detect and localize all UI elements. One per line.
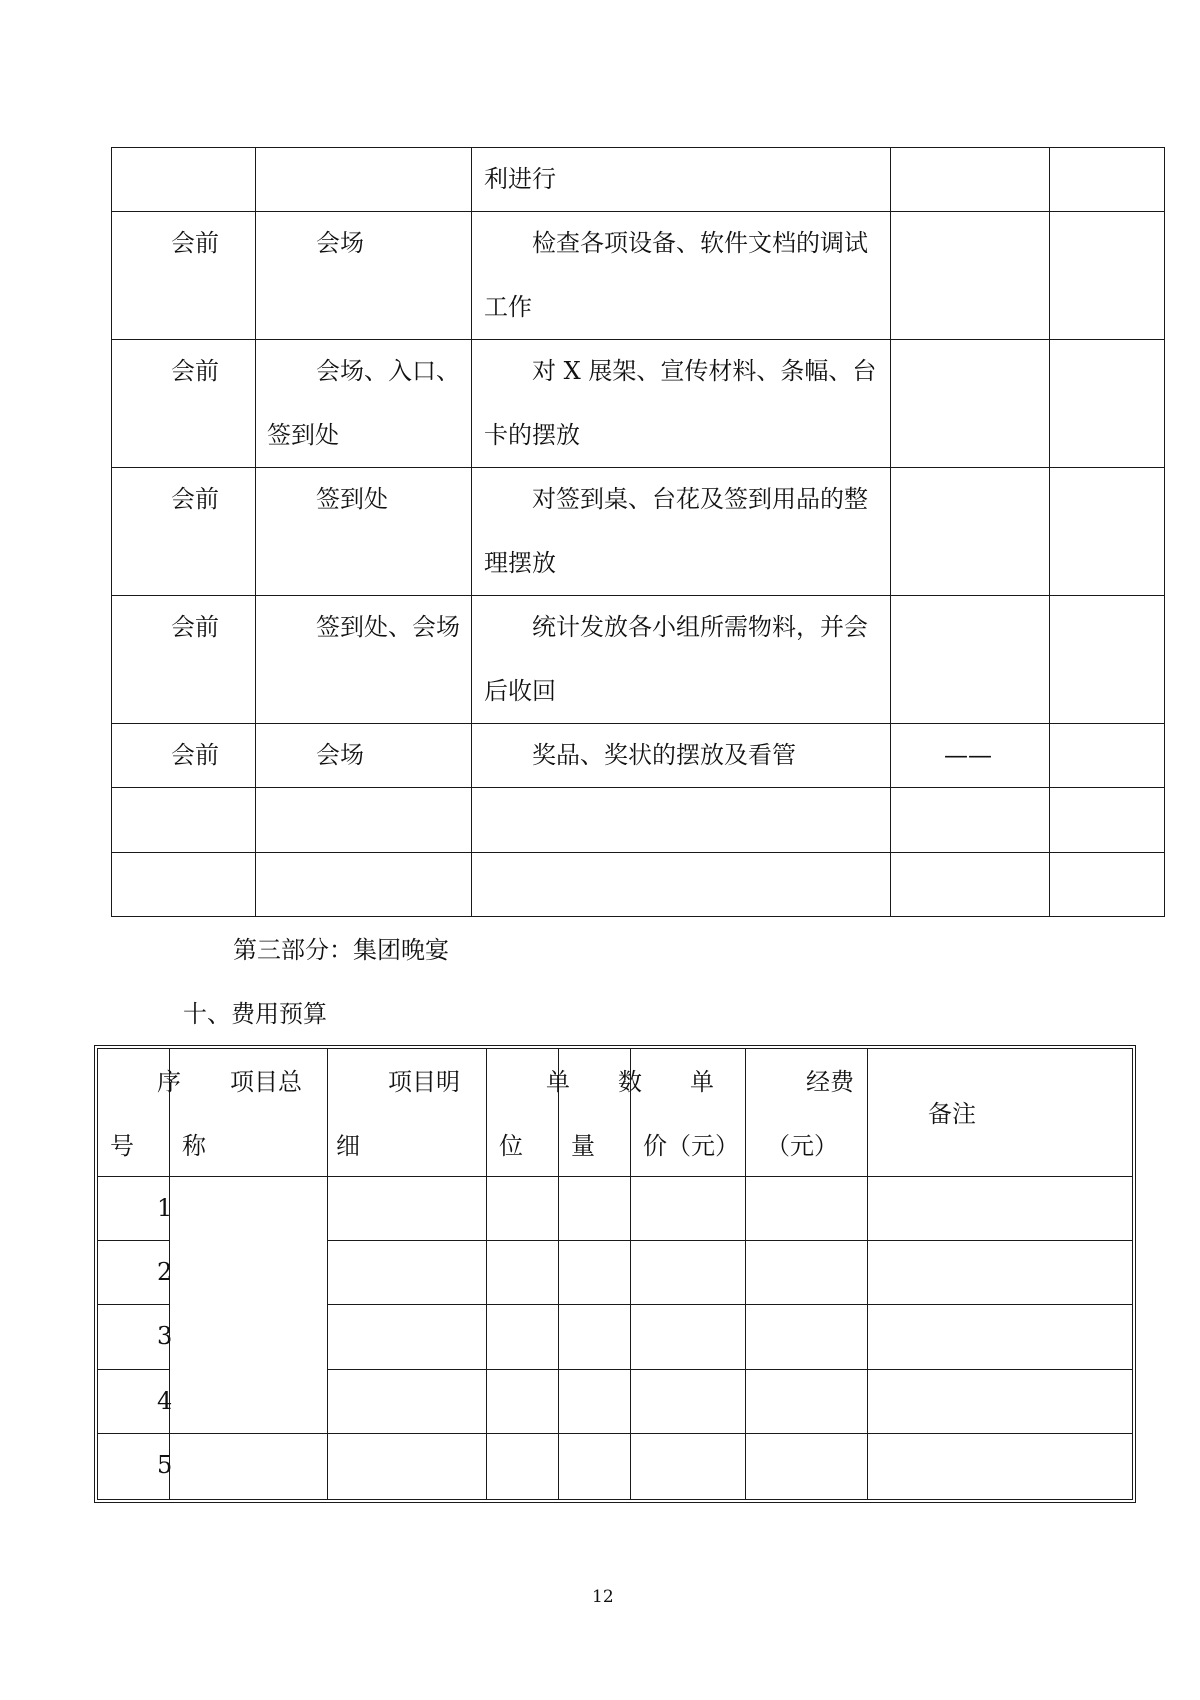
header-item-detail: 项目明 细	[336, 1068, 460, 1160]
table-rule	[1049, 147, 1050, 917]
table-rule	[111, 339, 1164, 340]
seq-cell-5: 5	[157, 1451, 173, 1479]
task-cell: 奖品、奖状的摆放及看管	[532, 741, 796, 769]
table-rule	[111, 787, 1164, 788]
header-qty: 数 量	[571, 1068, 642, 1160]
table-rule	[111, 211, 1164, 212]
section-heading-part3: 第三部分：集团晚宴	[233, 936, 449, 964]
header-item-total: 项目总 称	[182, 1068, 302, 1160]
seq-cell-3: 3	[157, 1322, 173, 1350]
table-rule	[471, 147, 472, 917]
task-cell-cont: 后收回	[484, 677, 556, 705]
dash-cell: ——	[944, 741, 992, 769]
location-cell: 签到处	[316, 485, 388, 513]
table-rule	[327, 1240, 1132, 1241]
phase-cell: 会前	[171, 229, 219, 257]
header-unit-price: 单 价（元）	[643, 1068, 739, 1160]
location-cell: 签到处、会场	[316, 613, 460, 641]
table-rule	[327, 1304, 1132, 1305]
table-rule	[111, 916, 1164, 917]
header-unit: 单 位	[499, 1068, 570, 1160]
page-number: 12	[592, 1587, 614, 1607]
table-rule	[327, 1369, 1132, 1370]
seq-cell-1: 1	[157, 1194, 173, 1222]
header-seq: 序 号	[110, 1068, 181, 1160]
location-cell: 会场	[316, 741, 364, 769]
table-rule	[1164, 147, 1165, 917]
table-rule	[111, 147, 112, 917]
phase-cell: 会前	[171, 357, 219, 385]
task-cell: 统计发放各小组所需物料，并会	[532, 613, 868, 641]
seq-cell-4: 4	[157, 1387, 173, 1415]
task-cell: 检查各项设备、软件文档的调试	[532, 229, 868, 257]
table-rule	[98, 1433, 1132, 1434]
task-cell: 对签到桌、台花及签到用品的整	[532, 485, 868, 513]
table-rule	[111, 467, 1164, 468]
task-cell: 利进行	[484, 165, 556, 193]
task-cell-cont: 理摆放	[484, 549, 556, 577]
table-rule	[98, 1176, 1132, 1177]
table-rule	[111, 595, 1164, 596]
seq-cell-2: 2	[157, 1258, 173, 1286]
location-cell: 会场	[316, 229, 364, 257]
header-cost: 经费 （元）	[766, 1068, 854, 1160]
table-rule	[111, 723, 1164, 724]
task-cell-cont: 卡的摆放	[484, 421, 580, 449]
task-cell: 对 X 展架、宣传材料、条幅、台	[532, 357, 877, 385]
location-cell: 会场、入口、	[316, 357, 460, 385]
table-rule	[111, 852, 1164, 853]
header-remarks: 备注	[928, 1100, 976, 1128]
phase-cell: 会前	[171, 485, 219, 513]
table-rule	[111, 147, 1164, 148]
phase-cell: 会前	[171, 613, 219, 641]
phase-cell: 会前	[171, 741, 219, 769]
table-rule	[890, 147, 891, 917]
location-cell-cont: 签到处	[267, 421, 339, 449]
table-rule	[255, 147, 256, 917]
task-cell-cont: 工作	[484, 293, 532, 321]
section-heading-budget: 十、费用预算	[183, 1000, 327, 1028]
